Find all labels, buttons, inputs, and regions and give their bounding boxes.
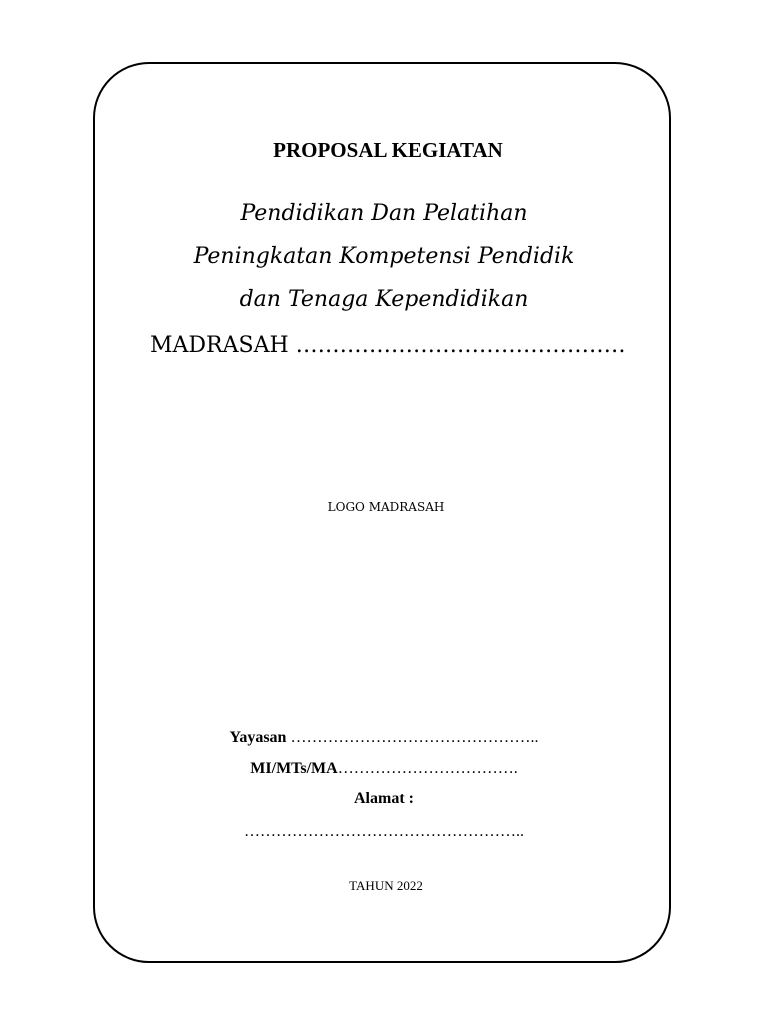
yayasan-dots: ……………………………………….. xyxy=(286,729,539,746)
subtitle-line-1: Pendidikan Dan Pelatihan xyxy=(240,201,528,226)
alamat-dots: …………………………………………….. xyxy=(244,823,524,840)
subtitle-line-3: dan Tenaga Kependidikan xyxy=(239,287,529,312)
madrasah-name-line: MADRASAH ……………………………………… xyxy=(150,333,626,358)
proposal-title: PROPOSAL KEGIATAN xyxy=(273,138,503,162)
yayasan-line xyxy=(0,729,768,747)
logo-placeholder: LOGO MADRASAH xyxy=(327,500,445,514)
mi-mts-ma-dots: ……………………………. xyxy=(337,760,518,777)
mi-mts-ma-line xyxy=(0,760,768,778)
subtitle-line-2: Peningkatan Kompetensi Pendidik xyxy=(193,244,575,269)
yayasan-label: Yayasan xyxy=(229,729,287,746)
mi-mts-ma-label: MI/MTs/MA xyxy=(250,760,338,777)
year-label: TAHUN 2022 xyxy=(349,878,423,893)
alamat-label: Alamat : xyxy=(354,790,414,807)
